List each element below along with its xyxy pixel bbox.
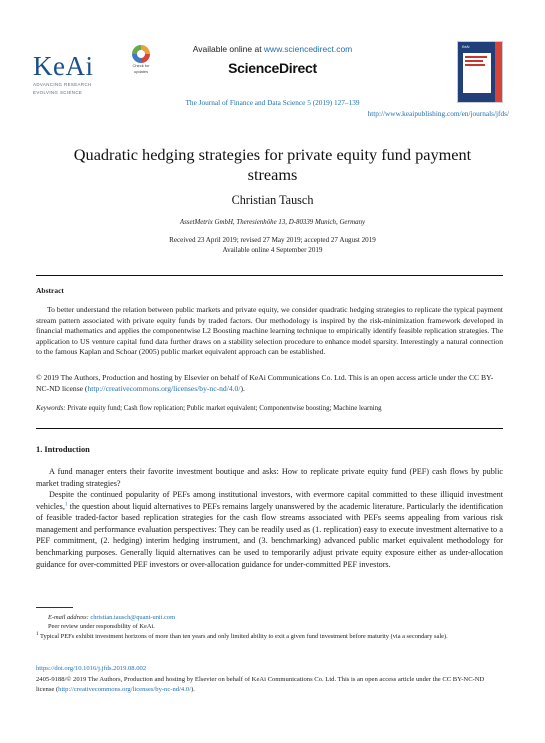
cover-label: KeAi	[462, 45, 470, 49]
article-title: Quadratic hedging strategies for private equity fund payment streams	[73, 145, 472, 184]
abstract-text: To better understand the relation between public markets and private equity, we consider quadratic hedging strategies to replicate the typical payment stream pattern associated with private equity funds by traded factors. Our methodology is inspired by the risk-minimization framework developed in financial mathematics and applies the componentwise L2 Boosting machine learning technique to empirically identify feasible replication strategies. The application to US venture capital fund data further draws on a stability selection procedure to enhance model sparsity. Interestingly a natural connection to the famous Kaplan and Schoar (2005) public market equivalent approach can be established.	[36, 305, 503, 357]
footnote-1	[36, 632, 503, 641]
available-prefix: Available online at	[192, 44, 264, 54]
abstract-copyright	[36, 373, 503, 394]
journal-citation[interactable]: The Journal of Finance and Data Science 5 (2019) 127–139	[185, 98, 360, 107]
divider-top	[36, 275, 503, 276]
intro-paragraph-2	[36, 489, 503, 570]
copyright-suffix: ).	[240, 383, 245, 393]
available-online-date: Available online 4 September 2019	[222, 245, 323, 254]
publisher-tagline-1: ADVANCING RESEARCH	[33, 82, 92, 87]
abstract-body	[36, 305, 503, 358]
footnotes	[36, 613, 503, 641]
issn-prefix: 2405-9188/© 2019 The Authors, Production and hosting by Elsevier on behalf of KeAi Communications Co. Ltd. This is an open access article under the CC BY-NC-ND license (	[36, 676, 485, 693]
license-link[interactable]: http://creativecommons.org/licenses/by-nc-nd/4.0/	[87, 383, 241, 393]
article-dates	[0, 236, 545, 255]
email-link[interactable]: christian.tausch@quant-unit.com	[90, 614, 176, 621]
abstract-heading: Abstract	[36, 286, 64, 295]
intro-p2-a: Despite the continued popularity of PEFs among institutional investors, with evermore capital committed to these illiquid investment vehicles,	[36, 490, 503, 511]
footnote-1-mark: 1	[36, 631, 39, 637]
author-affiliation: AssetMetrix GmbH, Theresienhöhe 13, D-80339 Munich, Germany	[179, 219, 366, 226]
copyright-prefix: © 2019 The Authors, Production and hosting by Elsevier on behalf of KeAi Communications Co. Ltd. This is an open access article under the CC BY-NC-ND license (	[36, 373, 494, 393]
publisher-tagline-2: EVOLVING SCIENCE	[33, 89, 83, 95]
footnote-ref-1[interactable]: 1	[64, 501, 68, 507]
footer-license-link[interactable]: http://creativecommons.org/licenses/by-nc-nd/4.0/	[58, 685, 191, 693]
article-author: Christian Tausch	[231, 193, 314, 207]
intro-p2-b: the question about liquid alternatives to PEFs remains largely unanswered by the academic literature. Particularly the identification of feasible traded-factor based replication strategies for the cash flow streams associated with PEFs seems appealing from various risk management and performance evaluation perspectives: They can be readily used as (1. replication) easy to execute investment alternative to a PEF commitment, (2. hedging) interim hedging instrument, and (3. benchmarking) advanced public market equivalent methodology for benchmarking purposes. Generally liquid alternatives can be used to temporarily adjust private equity exposure either as under-allocation guidance for over-committed PEF investors or over-allocation guidance for under-committed PEF investors.	[36, 501, 503, 569]
section-heading-introduction: 1. Introduction	[36, 445, 90, 454]
peer-review-note: Peer review under responsibility of KeAi.	[48, 623, 155, 631]
check-badge-line1: Check for	[132, 63, 150, 68]
publisher-wordmark: KeAi	[33, 51, 94, 81]
issn-suffix: ).	[190, 685, 195, 693]
intro-paragraph-1: A fund manager enters their favorite investment boutique and asks: How to replicate private equity fund (PEF) cash flows by public market trading strategies?	[36, 467, 503, 488]
email-footnote	[36, 613, 503, 622]
email-label: E-mail address:	[48, 614, 89, 621]
doi-link[interactable]: https://doi.org/10.1016/j.jfds.2019.08.002	[36, 665, 147, 672]
journal-cover-thumbnail[interactable]	[457, 41, 503, 103]
keywords	[36, 405, 503, 412]
keywords-list: Private equity fund; Cash flow replication; Public market equivalent; Componentwise boosting; Machine learning	[67, 405, 382, 412]
footnote-divider	[36, 607, 73, 608]
keywords-label: Keywords:	[36, 405, 66, 412]
sciencedirect-link[interactable]: www.sciencedirect.com	[263, 44, 353, 54]
sciencedirect-logo[interactable]: ScienceDirect	[228, 60, 317, 76]
journal-url-link[interactable]: http://www.keaipublishing.com/en/journals/jfds/	[367, 109, 509, 118]
issn-copyright	[36, 675, 503, 694]
received-dates: Received 23 April 2019; revised 27 May 2019; accepted 27 August 2019	[169, 236, 376, 244]
footnote-1-text: Typical PEFs exhibit investment horizons of more than ten years and only limited ability to exit a given fund investment before maturity (via a secondary sale).	[39, 632, 448, 640]
check-badge-line2: updates	[133, 68, 149, 74]
divider-bottom	[36, 428, 503, 429]
